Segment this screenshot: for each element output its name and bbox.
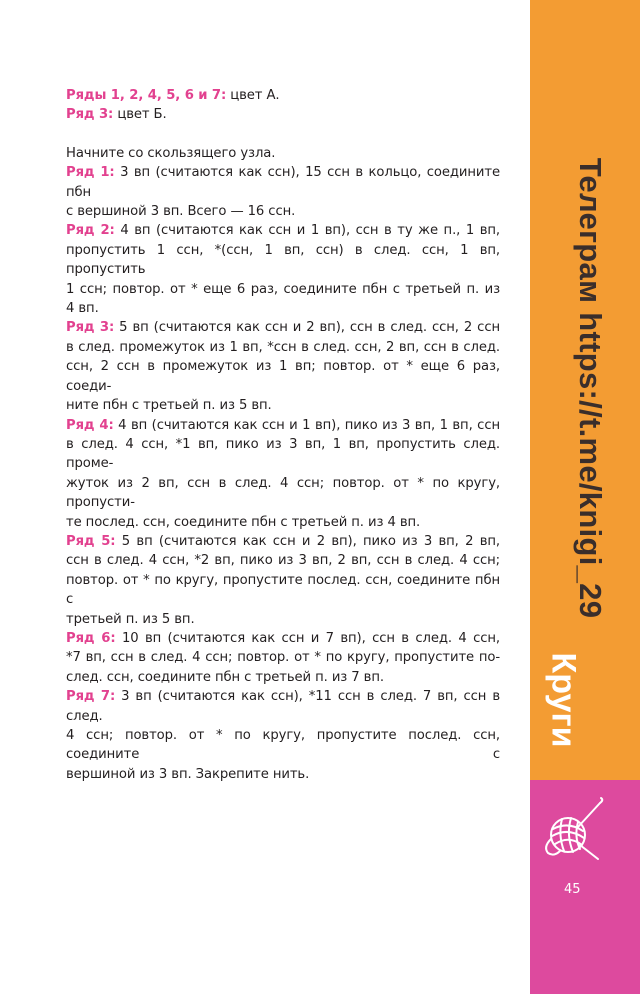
row-instruction-line — [66, 532, 500, 551]
yarn-ball-crochet-hook-icon — [538, 795, 606, 863]
row-label: Ряд 6: — [66, 630, 116, 646]
row-label: Ряд 2: — [66, 223, 115, 239]
row-instruction-text: с вершиной 3 вп. Всего — 16 ссн. — [66, 204, 296, 220]
row-instruction-line — [66, 435, 500, 474]
row-label: Ряд 7: — [66, 689, 116, 705]
row-instruction-line — [66, 202, 500, 221]
pattern-text — [66, 86, 500, 784]
row-label: Ряд 1: — [66, 165, 115, 181]
row-instruction-line — [66, 765, 500, 784]
row-instruction-text: ссн, 2 ссн в промежуток из 1 вп; повтор. от * еще 6 раз, соеди- — [66, 359, 500, 394]
row-instruction-line — [66, 629, 500, 648]
row-instruction-line — [66, 318, 500, 337]
row-instruction-line — [66, 687, 500, 726]
row-instruction-text: 4 вп. — [66, 301, 99, 317]
row-instruction-line — [66, 416, 500, 435]
row-instruction — [66, 318, 500, 415]
row-instruction-line — [66, 163, 500, 202]
row-instruction-text: *7 вп, ссн в след. 4 ссн; повтор. от * по кругу, пропустите по- — [66, 650, 500, 666]
intro-text: Начните со скользящего узла. — [66, 145, 276, 161]
row-instruction-line — [66, 648, 500, 667]
row-instruction-text: повтор. от * по кругу, пропустите послед. ссн, соедините пбн с — [66, 572, 500, 608]
row-instruction — [66, 163, 500, 221]
row-instruction-text: 4 вп (считаются как ссн и 1 вп), пико из 3 вп, 1 вп, ссн — [118, 417, 500, 433]
row-instruction-line — [66, 357, 500, 396]
row-instruction-text: вершиной из 3 вп. Закрепите нить. — [66, 766, 310, 782]
row-instruction-text: 4 ссн; повтор. от * по кругу, пропустите послед. ссн, соедините с — [66, 728, 500, 763]
row-instruction-text: третьей п. из 5 вп. — [66, 611, 195, 627]
row-instruction-text: 5 вп (считаются как ссн и 2 вп), ссн в след. ссн, 2 ссн — [119, 320, 501, 336]
row-label: Ряд 5: — [66, 533, 116, 549]
row-instruction — [66, 629, 500, 687]
row-instruction-line — [66, 396, 500, 415]
row-instruction-text: ссн в след. 4 ссн, *2 вп, пико из 3 вп, 2 вп, ссн в след. 4 ссн; — [66, 553, 500, 569]
row-instruction-text: жуток из 2 вп, ссн в след. 4 ссн; повтор. от * по кругу, пропусти- — [66, 475, 500, 511]
row-instruction-line — [66, 513, 500, 532]
row-instruction-text: 3 вп (считаются как ссн), *11 ссн в след. 7 вп, ссн в след. — [66, 689, 500, 724]
row-instruction-text: 10 вп (считаются как ссн и 7 вп), ссн в след. 4 ссн, — [121, 630, 500, 646]
row-instruction-text: 3 вп (считаются как ссн), 15 ссн в кольцо, соедините пбн — [66, 165, 500, 200]
color-assignment-line — [66, 86, 500, 105]
row-instruction-text: след. ссн, соедините пбн с третьей п. из 7 вп. — [66, 669, 384, 685]
row-instruction-line — [66, 571, 500, 610]
color-assignments — [66, 86, 500, 125]
row-instruction-line — [66, 280, 500, 299]
section-title: Круги — [544, 652, 583, 748]
telegram-link-text: Телеграм https://t.me/knigi_29 — [573, 157, 608, 619]
color-assignment-label: Ряд 3: — [66, 107, 114, 123]
row-instruction-line — [66, 221, 500, 240]
chapter-sidebar — [530, 0, 640, 994]
row-instruction-line — [66, 610, 500, 629]
row-label: Ряд 4: — [66, 417, 114, 433]
row-instruction-text: 5 вп (считаются как ссн и 2 вп), пико из 3 вп, 2 вп, — [121, 533, 500, 549]
row-instruction-line — [66, 338, 500, 357]
row-instruction-text: пропустить 1 ссн, *(ссн, 1 вп, ссн) в след. ссн, 1 вп, пропустить — [66, 242, 500, 278]
row-instruction — [66, 687, 500, 784]
page-number: 45 — [564, 882, 581, 897]
row-instruction-text: те послед. ссн, соедините пбн с третьей п. из 4 вп. — [66, 514, 421, 530]
row-instruction-text: в след. 4 ссн, *1 вп, пико из 3 вп, 1 вп, пропустить след. проме- — [66, 436, 500, 472]
color-assignment-text: цвет Б. — [113, 107, 167, 123]
row-instruction-line — [66, 668, 500, 687]
color-assignment-text: цвет А. — [226, 88, 280, 103]
rows-list — [66, 163, 500, 784]
row-label: Ряд 3: — [66, 320, 115, 336]
row-instruction-text: ните пбн с третьей п. из 5 вп. — [66, 398, 272, 414]
row-instruction — [66, 416, 500, 532]
row-instruction-text: 4 вп (считаются как ссн и 1 вп), ссн в ту же п., 1 вп, — [120, 223, 501, 239]
row-instruction-line — [66, 241, 500, 280]
row-instruction-text: в след. промежуток из 1 вп, *ссн в след. ссн, 2 вп, ссн в след. — [66, 339, 500, 355]
row-instruction — [66, 221, 500, 318]
row-instruction — [66, 532, 500, 629]
row-instruction-line — [66, 299, 500, 318]
row-instruction-line — [66, 726, 500, 765]
row-instruction-line — [66, 474, 500, 513]
row-instruction-text: 1 ссн; повтор. от * еще 6 раз, соедините пбн с третьей п. из — [66, 281, 500, 297]
color-assignment-line — [66, 105, 500, 124]
color-assignment-label: Ряды 1, 2, 4, 5, 6 и 7: — [66, 88, 227, 103]
row-instruction-line — [66, 551, 500, 570]
